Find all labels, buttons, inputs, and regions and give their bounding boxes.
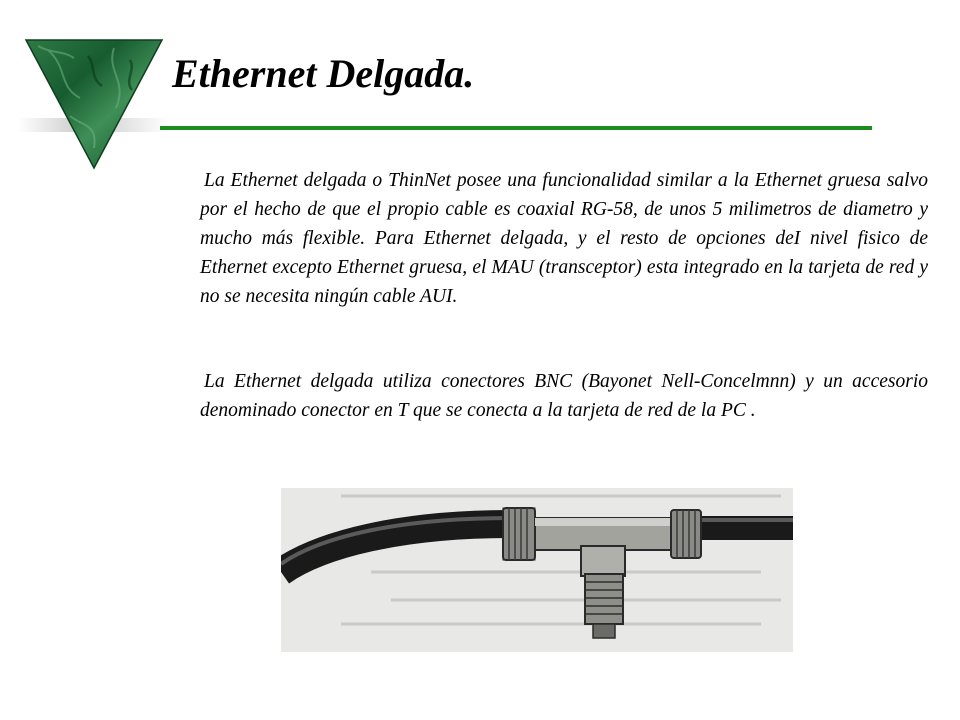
green-marble-triangle-icon bbox=[18, 38, 168, 170]
paragraph-thinnet: La Ethernet delgada o ThinNet posee una funcionalidad similar a la Ethernet gruesa salvo por el hecho de que el propio cable es coaxial RG-58, de unos 5 milimetros de diametro y mucho más flexible. Para Ethernet delgada, y el resto de opciones deI nivel fisico de Ethernet excepto Ethernet gruesa, el MAU (transceptor) esta integrado en la tarjeta de red y no se necesita ningún cable AUI. bbox=[200, 170, 928, 307]
slide-title: Ethernet Delgada. bbox=[172, 51, 475, 96]
bnc-t-connector-photo bbox=[281, 488, 793, 652]
title-underline bbox=[160, 126, 872, 130]
paragraph-bnc: La Ethernet delgada utiliza conectores BNC (Bayonet Nell-Concelmnn) y un accesorio denominado conector en T que se conecta a la tarjeta de red de la PC . bbox=[200, 371, 928, 421]
